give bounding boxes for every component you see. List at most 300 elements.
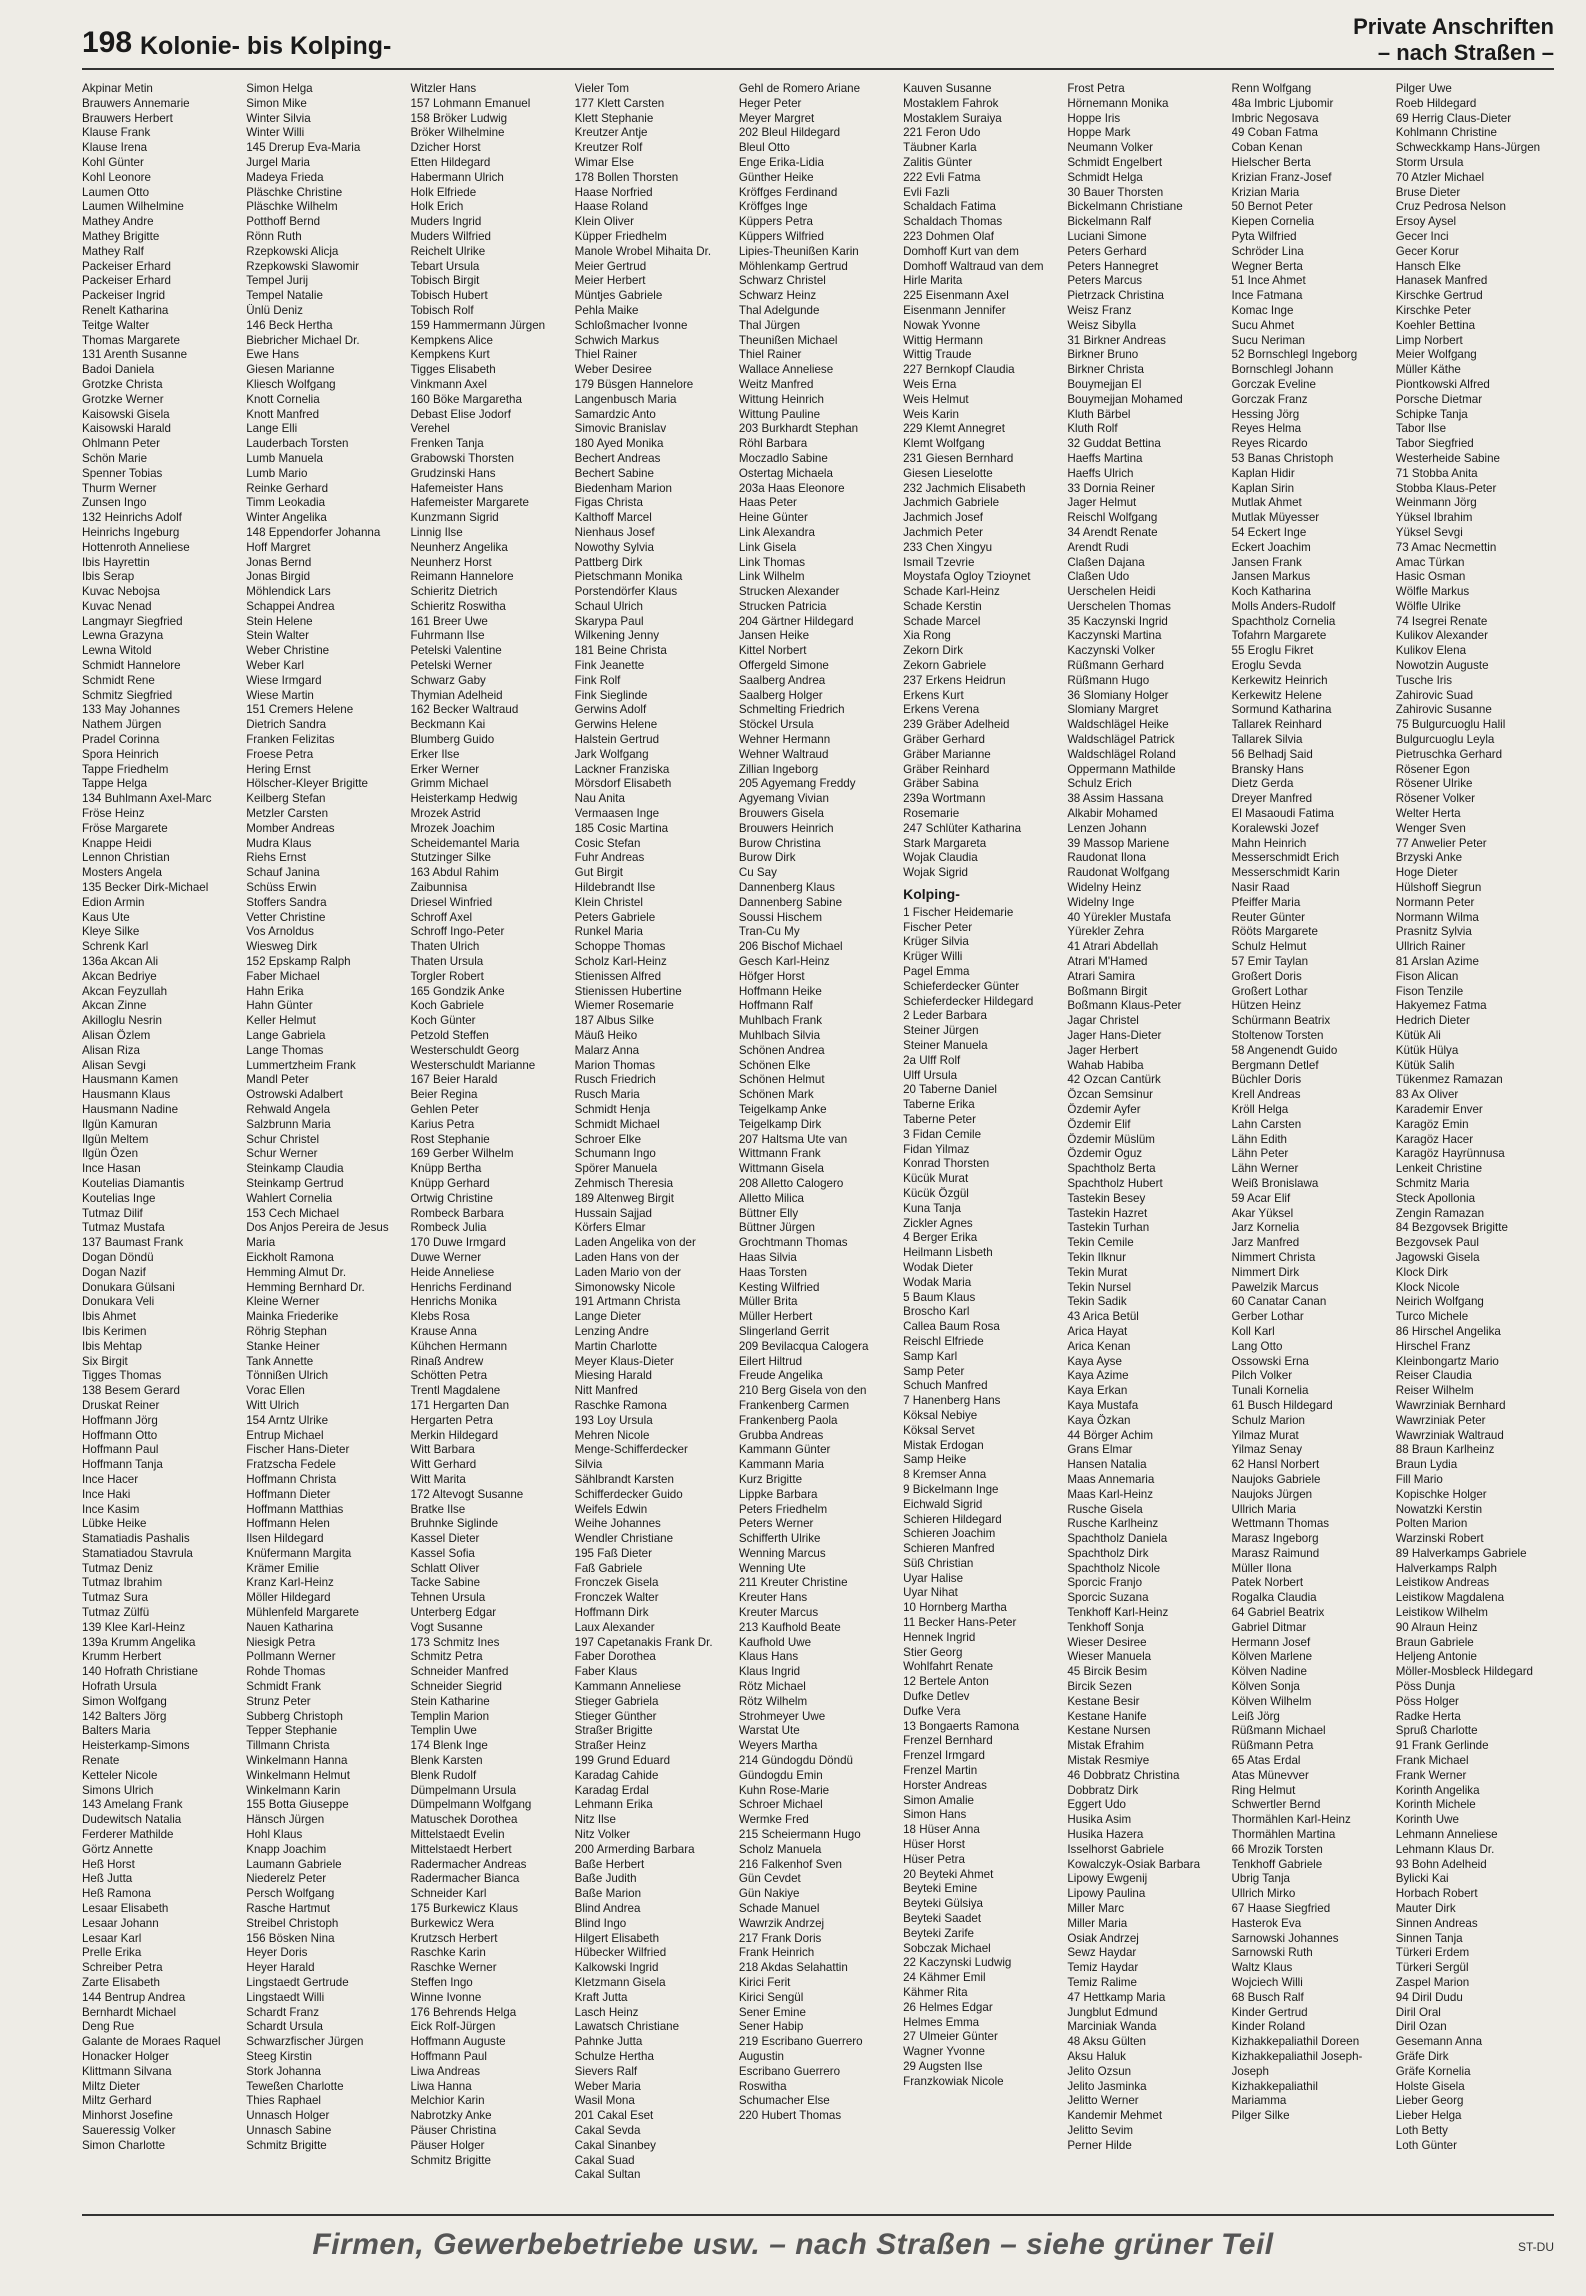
list-item: Niederelz Peter — [246, 1872, 327, 1886]
list-item: Hüser Horst — [903, 1838, 965, 1852]
list-item: Erkens Kurt — [903, 688, 964, 702]
list-item: Ohlmann Peter — [82, 437, 160, 451]
list-item: Atrari M'Hamed — [1067, 955, 1148, 969]
list-item: Fronczek Gisela — [574, 1576, 659, 1590]
list-item: 210 Berg Gisela von den — [738, 1384, 867, 1398]
list-item: Hoppe Iris — [1067, 111, 1121, 125]
list-item: Silvia — [574, 1458, 603, 1472]
list-item: 53 Banas Christoph — [1231, 451, 1334, 465]
list-item: Großert Lothar — [1231, 984, 1308, 998]
list-item: Zahirovic Suad — [1395, 688, 1474, 702]
list-item: Gesemann Anna — [1395, 2035, 1483, 2049]
list-item: 24 Kähmer Emil — [903, 1971, 986, 1985]
list-item: Reischl Wolfgang — [1067, 511, 1158, 525]
list-item: Heljeng Antonie — [1395, 1650, 1477, 1664]
list-item: Tepper Stephanie — [246, 1724, 338, 1738]
list-item: 132 Heinrichs Adolf — [82, 511, 182, 525]
list-item: 218 Akdas Selahattin — [738, 1961, 848, 1975]
list-item: Kletzmann Gisela — [574, 1976, 666, 1989]
list-item: Imbric Negosava — [1231, 111, 1319, 125]
list-item: Kölven Wilhelm — [1231, 1694, 1312, 1708]
list-item: Jager Hans-Dieter — [1067, 1029, 1162, 1042]
list-item: 136a Akcan Ali — [82, 955, 159, 969]
list-item: Kreuter Hans — [738, 1591, 808, 1605]
list-item: 206 Bischof Michael — [738, 940, 843, 954]
list-item: Pietschmann Monika — [574, 570, 683, 584]
list-item: Tappe Friedhelm — [82, 762, 169, 776]
list-item: Limp Norbert — [1395, 333, 1463, 347]
list-item: Schwarz Gaby — [410, 673, 486, 687]
list-item: Lippke Barbara — [738, 1487, 818, 1501]
list-item: Peters Friedhelm — [738, 1502, 828, 1516]
list-item: Wittig Traude — [903, 348, 972, 362]
list-item: Müller Herbert — [738, 1310, 813, 1324]
list-item: Akilloglu Nesrin — [82, 1014, 162, 1028]
list-item: Lähn Peter — [1231, 1147, 1289, 1161]
list-item: Faber Klaus — [574, 1665, 638, 1679]
section-heading-line1: Private Anschriften — [1353, 14, 1554, 39]
list-item: Uyar Nihat — [903, 1586, 958, 1600]
list-item: Neunherz Angelika — [410, 540, 508, 554]
list-item: Fidan Yilmaz — [903, 1142, 970, 1156]
list-item: Klein Oliver — [574, 215, 634, 229]
list-item: Keller Helmut — [246, 1014, 316, 1028]
list-item: Gün Cevdet — [738, 1872, 801, 1886]
list-item: Rzepkowski Alicja — [246, 244, 339, 258]
list-item: Blind Ingo — [574, 1916, 627, 1930]
list-item: Baße Marion — [574, 1887, 642, 1901]
list-item: Schlatt Oliver — [410, 1561, 480, 1575]
list-item: Spachtholz Cornelia — [1231, 614, 1336, 628]
list-item: Karadag Cahide — [574, 1768, 659, 1782]
list-item: Dannenberg Sabine — [738, 895, 843, 909]
list-item: Kopischke Holger — [1395, 1487, 1487, 1501]
list-item: 176 Behrends Helga — [410, 2005, 517, 2019]
list-item: Ketteler Nicole — [82, 1768, 158, 1782]
list-item: Großert Doris — [1231, 969, 1302, 983]
list-item: Reyes Ricardo — [1231, 437, 1308, 451]
list-item: Galante de Moraes Raquel — [82, 2035, 221, 2049]
list-item: Schmitz Brigitte — [246, 2138, 327, 2152]
list-item: Wermke Fred — [738, 1813, 809, 1827]
list-item: Hahn Erika — [246, 984, 304, 998]
list-item: Tran-Cu My — [738, 925, 800, 939]
list-item: Wawrzik Andrzej — [738, 1916, 825, 1930]
list-item: Lumb Mario — [246, 466, 308, 480]
list-item: Winter Willi — [246, 126, 305, 140]
list-item: 86 Hirschel Angelika — [1395, 1324, 1501, 1338]
list-item: Taberne Erika — [903, 1098, 975, 1112]
list-item: Tekin Ilknur — [1067, 1250, 1126, 1264]
list-item: Sobczak Michael — [903, 1941, 991, 1955]
list-item: Akpinar Metin — [82, 82, 153, 95]
list-item: Mosters Angela — [82, 866, 162, 880]
list-item: Schumacher Else — [738, 2094, 830, 2108]
list-item: Loth Betty — [1395, 2123, 1448, 2137]
list-item: Sener Emine — [738, 2005, 806, 2019]
list-item: Fratzscha Fedele — [246, 1458, 336, 1472]
list-item: 77 Anwelier Peter — [1395, 836, 1487, 850]
list-item: Mistak Efrahim — [1067, 1739, 1144, 1753]
list-item: Kulikov Alexander — [1395, 629, 1488, 643]
list-item: Schade Manuel — [738, 1902, 820, 1916]
list-item: Lewna Witold — [82, 644, 152, 658]
list-item: Gräber Marianne — [903, 747, 991, 761]
list-item: Nauen Katharina — [246, 1620, 334, 1634]
list-item: 34 Arendt Renate — [1067, 525, 1158, 539]
list-item: Marion Thomas — [574, 1058, 655, 1072]
list-item: Klause Frank — [82, 126, 151, 140]
list-item: Bulgurcuoglu Leyla — [1395, 733, 1495, 747]
list-item: Jager Helmut — [1067, 496, 1137, 510]
list-item: Zehmisch Theresia — [574, 1176, 674, 1190]
list-item: Stutzinger Silke — [410, 851, 491, 865]
list-item: 227 Bernkopf Claudia — [903, 363, 1015, 377]
list-item: Tastekin Hazret — [1067, 1206, 1148, 1220]
list-item: 135 Becker Dirk-Michael — [82, 881, 209, 895]
list-item: Möller-Mosbleck Hildegard — [1395, 1665, 1534, 1679]
list-item: Packeiser Erhard — [82, 274, 171, 288]
list-item: Thal Jürgen — [738, 318, 801, 332]
list-item: 9 Bickelmann Inge — [903, 1482, 999, 1496]
list-item: Kerkewitz Helene — [1231, 688, 1322, 702]
list-item: 32 Guddat Bettina — [1067, 437, 1161, 451]
list-item: Samp Peter — [903, 1364, 965, 1378]
list-item: Burkewicz Wera — [410, 1916, 494, 1930]
list-item: Jachmich Gabriele — [903, 496, 1000, 510]
list-item: Tigges Elisabeth — [410, 363, 496, 377]
list-item: Krell Andreas — [1231, 1088, 1301, 1102]
list-item: Theunißen Michael — [738, 333, 838, 347]
list-item: Tekin Cemile — [1067, 1236, 1134, 1250]
list-item: Rusch Friedrich — [574, 1073, 656, 1087]
list-item: Nau Anita — [574, 792, 625, 806]
list-item: Zaspel Marion — [1395, 1976, 1470, 1989]
list-item: Schumann Ingo — [574, 1147, 656, 1161]
list-item: Bransky Hans — [1231, 762, 1304, 776]
list-item: Fink Jeanette — [574, 659, 645, 673]
list-item: Hausmann Klaus — [82, 1088, 171, 1102]
list-item: Röhrig Stephan — [246, 1324, 327, 1338]
list-item: Heinrichs Ingeburg — [82, 525, 180, 539]
list-item: Eckert Joachim — [1231, 540, 1311, 554]
list-item: Wehner Hermann — [738, 733, 831, 747]
list-item: 153 Cech Michael — [246, 1206, 340, 1220]
list-item: Faber Michael — [246, 969, 320, 983]
list-item: Schmidt Engelbert — [1067, 155, 1163, 169]
list-item: Stamatiadis Pashalis — [82, 1532, 190, 1546]
list-item: Neumann Volker — [1067, 141, 1154, 155]
list-item: Klittmann Silvana — [82, 2064, 172, 2078]
list-item: Lübke Heike — [82, 1517, 147, 1531]
list-item: 31 Birkner Andreas — [1067, 333, 1166, 347]
list-item: 66 Mrozik Torsten — [1231, 1842, 1323, 1856]
list-item: 40 Yürekler Mustafa — [1067, 910, 1171, 924]
list-item: Burow Dirk — [738, 851, 796, 865]
list-item: Winne Ivonne — [410, 1990, 482, 2004]
list-item: Atas Münevver — [1231, 1768, 1309, 1782]
list-item: Schifferdecker Guido — [574, 1487, 683, 1501]
list-item: Ilsen Hildegard — [246, 1532, 324, 1546]
list-item: 163 Abdul Rahim — [410, 866, 499, 880]
list-item: Streibel Christoph — [246, 1916, 339, 1930]
list-item: Schmidt Helga — [1067, 170, 1143, 184]
list-item: Zickler Agnes — [903, 1216, 973, 1230]
list-item: Schwertler Bernd — [1231, 1798, 1321, 1812]
list-item: 174 Blenk Inge — [410, 1739, 488, 1753]
list-item: Schötten Petra — [410, 1369, 488, 1383]
list-item: Tabor Ilse — [1395, 422, 1447, 436]
list-item: Gräfe Kornelia — [1395, 2064, 1471, 2078]
list-item: Brauwers Herbert — [82, 111, 173, 125]
list-item: Hölscher-Kleyer Brigitte — [246, 777, 368, 791]
list-item: Tutmaz Dilif — [82, 1206, 143, 1220]
list-item: Schmitz Siegfried — [82, 688, 173, 702]
list-item: Beckmann Kai — [410, 718, 486, 732]
list-item: Metzler Carsten — [246, 807, 329, 821]
list-item: Tobisch Birgit — [410, 274, 480, 288]
list-item: Kaplan Sirin — [1231, 481, 1295, 495]
list-item: Weisz Sibylla — [1067, 318, 1137, 332]
list-item: 36 Slomiany Holger — [1067, 688, 1169, 702]
list-item: Blenk Rudolf — [410, 1768, 477, 1782]
list-item: Weitz Manfred — [738, 377, 814, 391]
list-item: Päuser Holger — [410, 2138, 485, 2152]
list-item: Slingerland Gerrit — [738, 1324, 830, 1338]
list-item: Hasic Osman — [1395, 570, 1466, 584]
list-item: Kestane Besir — [1067, 1694, 1140, 1708]
list-item: Pläschke Wilhelm — [246, 200, 338, 214]
list-item: Beyteki Gülsiya — [903, 1897, 984, 1911]
list-item: Simonowsky Nicole — [574, 1280, 676, 1294]
list-item: 161 Breer Uwe — [410, 614, 488, 628]
list-item: Stobba Klaus-Peter — [1395, 481, 1497, 495]
list-item: Cosic Stefan — [574, 836, 641, 850]
list-item: Faber Dorothea — [574, 1650, 656, 1664]
list-item: Schwich Markus — [574, 333, 660, 347]
list-item: Reinke Gerhard — [246, 481, 329, 495]
list-item: Gerwins Adolf — [574, 703, 647, 717]
list-item: Freude Angelika — [738, 1369, 823, 1383]
list-item: Simon Hans — [903, 1808, 967, 1822]
list-item: Witt Marita — [410, 1472, 466, 1486]
list-item: Kirici Ferit — [738, 1976, 791, 1989]
list-item: Hering Ernst — [246, 762, 311, 776]
list-item: Lähn Werner — [1231, 1162, 1299, 1176]
list-item: Simovic Branislav — [574, 422, 667, 436]
list-item: Klock Nicole — [1395, 1280, 1460, 1294]
edition-code: ST-DU — [1518, 2240, 1554, 2254]
list-item: Spörer Manuela — [574, 1162, 658, 1176]
list-item: Samp Karl — [903, 1349, 958, 1363]
list-item: Maas Annemaria — [1067, 1472, 1155, 1486]
list-item: Cakal Suad — [574, 2153, 635, 2167]
list-item: Ilgün Kamuran — [82, 1117, 158, 1131]
list-item: Eichwald Sigrid — [903, 1497, 983, 1511]
list-item: Porsche Dietmar — [1395, 392, 1483, 406]
list-item: Mudra Klaus — [246, 836, 312, 850]
list-item: Fischer Hans-Dieter — [246, 1443, 350, 1457]
list-item: Lange Dieter — [574, 1310, 642, 1324]
list-item: Özdemir Ayfer — [1067, 1102, 1141, 1116]
list-item: Strohmeyer Uwe — [738, 1709, 826, 1723]
list-item: Beier Regina — [410, 1088, 478, 1102]
list-item: 140 Hofrath Christiane — [82, 1665, 198, 1679]
list-item: Kaus Ute — [82, 910, 130, 924]
list-item: Hoffmann Paul — [82, 1443, 159, 1457]
list-item: 27 Ulmeier Günter — [903, 2030, 998, 2044]
list-item: Wawrziniak Bernhard — [1395, 1398, 1506, 1412]
list-item: Malarz Anna — [574, 1043, 640, 1057]
list-item: Mathey Andre — [82, 215, 154, 229]
list-item: Laumen Otto — [82, 185, 150, 199]
list-item: 18 Hüser Anna — [903, 1823, 980, 1837]
list-item: Taberne Peter — [903, 1112, 976, 1126]
list-item: Gräfe Dirk — [1395, 2049, 1449, 2063]
list-item: 180 Ayed Monika — [574, 437, 664, 451]
list-item: Pöss Holger — [1395, 1694, 1459, 1708]
list-item: Waldschlägel Patrick — [1067, 733, 1175, 747]
list-item: 185 Cosic Martina — [574, 821, 669, 835]
list-item: Meier Gertrud — [574, 259, 647, 273]
list-item: Krüger Silvia — [903, 935, 969, 949]
list-item: 172 Altevogt Susanne — [410, 1487, 524, 1501]
list-item: Moczadlo Sabine — [738, 451, 828, 465]
list-item: Domhoff Kurt van dem — [903, 244, 1019, 258]
list-item: Schmidt Henja — [574, 1102, 651, 1116]
list-item: Petelski Werner — [410, 659, 493, 673]
list-item: Dietz Gerda — [1231, 777, 1294, 791]
list-item: Bezgovsek Paul — [1395, 1236, 1479, 1250]
list-item: Pradel Corinna — [82, 733, 160, 747]
list-item: 50 Bernot Peter — [1231, 200, 1313, 214]
list-item: Grotzke Werner — [82, 392, 164, 406]
list-item: Müller Ilona — [1231, 1561, 1292, 1575]
list-item: Braun Lydia — [1395, 1458, 1458, 1472]
list-item: Messerschmidt Erich — [1231, 851, 1340, 865]
list-item: Bechert Sabine — [574, 466, 654, 480]
list-item: Bruse Dieter — [1395, 185, 1461, 199]
list-item: 178 Bollen Thorsten — [574, 170, 679, 184]
list-item: Schmidt Rene — [82, 673, 155, 687]
list-item: Dreyer Manfred — [1231, 792, 1313, 806]
list-item: Warstat Ute — [738, 1724, 800, 1738]
list-item: Hoff Margret — [246, 540, 311, 554]
list-item: Leistikow Andreas — [1395, 1576, 1490, 1590]
list-item: Wallace Anneliese — [738, 363, 834, 377]
list-item: Tastekin Besey — [1067, 1191, 1146, 1205]
list-item: Tutmaz Zülfü — [82, 1606, 150, 1620]
list-item: Ubrig Tanja — [1231, 1872, 1290, 1886]
list-item: Hoffmann Helen — [246, 1517, 330, 1531]
list-item: Schur Werner — [246, 1147, 318, 1161]
list-item: Krüger Willi — [903, 950, 963, 964]
list-item: Rzepkowski Slawomir — [246, 259, 359, 273]
list-item: 207 Haltsma Ute van — [738, 1132, 848, 1146]
directory-column — [739, 82, 897, 2208]
list-item: Meier Herbert — [574, 274, 646, 288]
list-item: Knott Cornelia — [246, 392, 320, 406]
list-item: Wenger Sven — [1395, 821, 1466, 835]
list-item: Hoppe Mark — [1067, 126, 1131, 140]
list-item: 187 Albus Silke — [574, 1014, 654, 1028]
list-item: Waldschlägel Roland — [1067, 747, 1176, 761]
list-item: Lingstaedt Willi — [246, 1990, 325, 2004]
list-item: Pollmann Werner — [246, 1650, 336, 1664]
list-item: Kinder Gertrud — [1231, 2005, 1308, 2019]
list-item: Alisan Riza — [82, 1043, 140, 1057]
list-item: Cruz Pedrosa Nelson — [1395, 200, 1506, 214]
list-item: Özdemir Oguz — [1067, 1147, 1143, 1161]
list-item: Ersoy Aysel — [1395, 215, 1457, 229]
list-item: Widelny Heinz — [1067, 881, 1142, 895]
list-item: Gündogdu Emin — [738, 1768, 823, 1782]
list-item: Simon Mike — [246, 96, 307, 110]
list-item: Yürekler Zehra — [1067, 925, 1145, 939]
list-item: Kalkowski Ingrid — [574, 1961, 659, 1975]
list-item: Laden Hans von der — [574, 1250, 680, 1264]
list-item: Haas Peter — [738, 496, 797, 510]
list-item: Blenk Karsten — [410, 1754, 483, 1768]
list-item: Trentl Magdalene — [410, 1384, 501, 1398]
list-item: Turco Michele — [1395, 1310, 1469, 1324]
list-item: 12 Bertele Anton — [903, 1675, 989, 1689]
list-item: Möhlendick Lars — [246, 585, 331, 599]
list-item: Rösener Egon — [1395, 762, 1470, 776]
list-item: Büchler Doris — [1231, 1073, 1302, 1087]
list-item: 143 Amelang Frank — [82, 1798, 183, 1812]
list-item: Schieren Hildegard — [903, 1512, 1002, 1526]
list-item: Schüss Erwin — [246, 881, 317, 895]
list-item: Alletto Milica — [738, 1191, 804, 1205]
list-item: Link Gisela — [738, 540, 797, 554]
directory-column — [1067, 82, 1225, 2208]
list-item: Kaisowski Harald — [82, 422, 171, 436]
list-item: Wittmann Gisela — [738, 1162, 824, 1176]
list-item: Küppers Wilfried — [738, 229, 824, 243]
list-item: 199 Grund Eduard — [574, 1754, 671, 1768]
list-item: Schwarz Christel — [738, 274, 826, 288]
list-item: 67 Haase Siegfried — [1231, 1902, 1331, 1916]
list-item: Tusche Iris — [1395, 673, 1453, 687]
list-item: Gecer Korur — [1395, 244, 1459, 258]
list-item: Haase Roland — [574, 200, 649, 214]
list-item: Leiß Jörg — [1231, 1709, 1280, 1723]
list-item: Schneider Karl — [410, 1887, 487, 1901]
list-item: Stienissen Hubertine — [574, 984, 682, 998]
list-item: Baße Judith — [574, 1872, 637, 1886]
list-item: Stoffers Sandra — [246, 895, 327, 909]
list-item: 133 May Johannes — [82, 703, 180, 717]
list-item: Thaten Ulrich — [410, 940, 480, 954]
list-item: Kestane Hanife — [1067, 1709, 1147, 1723]
list-item: Dümpelmann Wolfgang — [410, 1798, 532, 1812]
list-item: Tallarek Silvia — [1231, 733, 1303, 747]
list-item: 20 Taberne Daniel — [903, 1083, 998, 1097]
list-item: 175 Burkewicz Klaus — [410, 1902, 519, 1916]
list-item: 7 Hanenberg Hans — [903, 1394, 1001, 1408]
list-item: Fischer Peter — [903, 920, 973, 934]
list-item: Birkner Christa — [1067, 363, 1144, 377]
list-item: Laux Alexander — [574, 1620, 655, 1634]
list-item: Muders Wilfried — [410, 229, 491, 243]
list-item: Frenzel Irmgard — [903, 1749, 985, 1763]
list-item: Martin Charlotte — [574, 1339, 658, 1353]
list-item: Hottenroth Anneliese — [82, 540, 190, 554]
list-item: Beyteki Saadet — [903, 1912, 982, 1926]
list-item: Möhlenkamp Gertrud — [738, 259, 848, 273]
list-item: 41 Atrari Abdellah — [1067, 940, 1159, 954]
